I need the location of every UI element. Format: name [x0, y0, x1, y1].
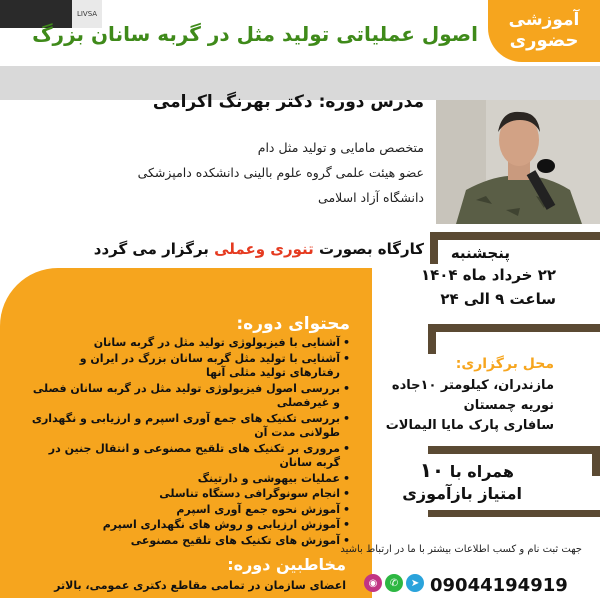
frame-divider: [592, 446, 600, 476]
frame-divider: [428, 446, 600, 454]
venue-title: محل برگزاری:: [455, 356, 554, 372]
event-weekday: پنجشنبه: [450, 244, 510, 262]
logo-text: LIVSA: [76, 10, 98, 18]
instagram-icon[interactable]: ◉: [364, 574, 382, 592]
frame-divider: [430, 232, 600, 240]
list-item: • آموزش نحوه جمع آوری اسپرم: [30, 503, 350, 518]
points-prefix: همراه با: [444, 462, 514, 481]
list-item: • عملیات بیهوشی و دارتینگ: [30, 472, 350, 487]
frame-divider: [430, 232, 438, 264]
instructor-photo: [436, 100, 600, 224]
badge-line-1: آموزشی: [508, 10, 580, 30]
list-item: • انجام سونوگرافی دستگاه تناسلی: [30, 487, 350, 502]
list-item: • آموزش ارزیابی و روش های نگهداری اسپرم: [30, 518, 350, 533]
workshop-highlight: تنوری وعملی: [214, 240, 314, 258]
list-item: • مروری بر تکنیک های تلقیح مصنوعی و انتقال جنین در گربه سانان: [30, 442, 350, 471]
points-number: ۱۰: [419, 458, 445, 482]
audience-title: مخاطبین دوره:: [227, 555, 346, 574]
page-title: اصول عملیاتی تولید مثل در گربه سانان بزرگ: [32, 22, 478, 46]
content-list: [30, 336, 350, 549]
audience-text: اعضای سازمان در تمامی مقاطع دکتری عمومی، بالاتر: [54, 579, 346, 592]
venue-line: مازندران، کیلومتر ۱۰جاده: [391, 378, 554, 393]
course-type-badge: [488, 0, 600, 62]
instructor-credential: دانشگاه آزاد اسلامی: [318, 190, 424, 205]
event-date: ۲۲ خرداد ماه ۱۴۰۴: [420, 266, 556, 284]
list-item: • بررسی اصول فیزیولوژی تولید مثل در گربه سانان فصلی و غیرفصلی: [30, 382, 350, 411]
frame-divider: [428, 510, 600, 517]
workshop-type-line: [94, 240, 424, 258]
list-item: • آشنایی با فیزیولوژی تولید مثل در گربه سانان: [30, 336, 350, 351]
telegram-icon[interactable]: ➤: [406, 574, 424, 592]
list-item: • آشنایی با تولید مثل گربه سانان بزرگ در ایران و رفتارهای تولید مثلی آنها: [30, 352, 350, 381]
instructor-name: مدرس دوره: دکتر بهرنگ اکرامی: [152, 92, 424, 112]
workshop-suffix: برگزار می گردد: [93, 240, 215, 258]
points-label: امتیاز بازآموزی: [402, 484, 522, 503]
badge-line-2: حضوری: [509, 30, 579, 51]
frame-divider: [428, 324, 436, 354]
venue-line: نوریه چمستان: [463, 398, 554, 413]
instructor-credential: عضو هیئت علمی گروه علوم بالینی دانشکده دامپزشکی: [137, 165, 424, 180]
contact-note: جهت ثبت نام و کسب اطلاعات بیشتر با ما در ارتباط باشید: [340, 544, 582, 555]
list-item: • بررسی تکنیک های جمع آوری اسپرم و ارزیابی و نگهداری طولانی مدت آن: [30, 412, 350, 441]
frame-divider: [428, 324, 600, 332]
content-title: محتوای دوره:: [236, 314, 350, 334]
event-time: ساعت ۹ الی ۲۴: [440, 290, 556, 308]
venue-line: سافاری پارک مایا الیمالات: [385, 418, 554, 433]
whatsapp-icon[interactable]: ✆: [385, 574, 403, 592]
points-line: [420, 458, 514, 482]
instructor-credential: متخصص مامایی و تولید مثل دام: [257, 140, 424, 155]
contact-phone[interactable]: 09044194919: [430, 575, 568, 596]
workshop-prefix: کارگاه بصورت: [313, 240, 424, 258]
list-item: • آموزش های تکنیک های تلقیح مصنوعی: [30, 534, 350, 549]
